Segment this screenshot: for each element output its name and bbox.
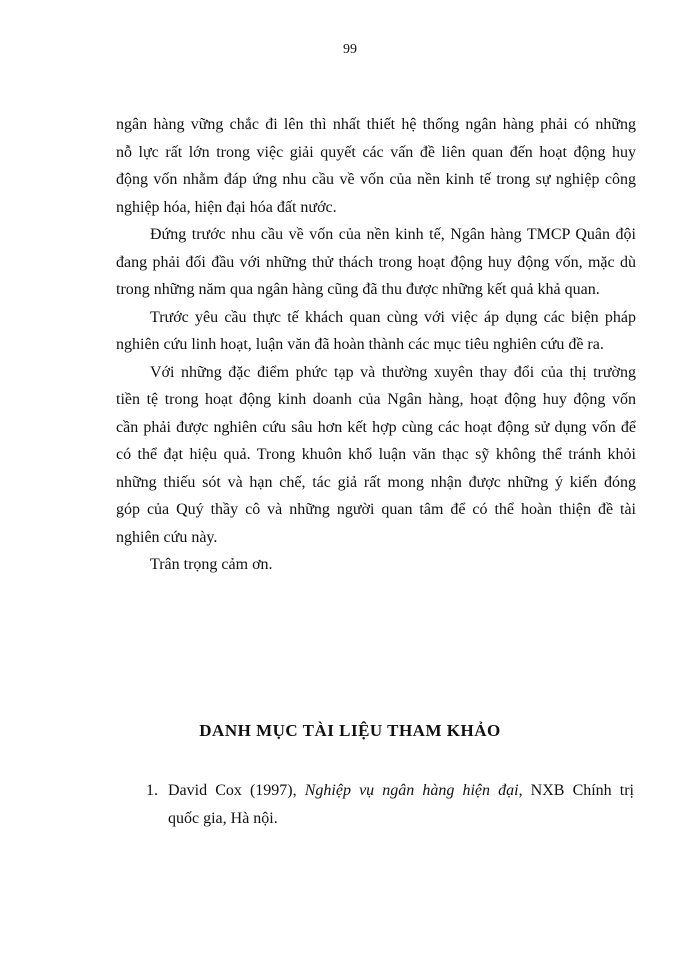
text-line: tiền tệ trong hoạt động kinh doanh của Ngân hàng, hoạt động huy động vốn [116,391,636,408]
text-line: Đứng trước nhu cầu về vốn của nền kinh tế, Ngân hàng TMCP Quân đội [150,226,636,243]
section-title: DANH MỤC TÀI LIỆU THAM KHẢO [199,721,501,740]
paragraph [116,304,636,359]
text-line: nỗ lực rất lớn trong việc giải quyết các vấn đề liên quan đến hoạt động huy [116,143,636,161]
reference-line: quốc gia, Hà nội. [168,810,278,827]
reference-author: David Cox (1997), [168,782,297,799]
text-line: ngân hàng vững chắc đi lên thì nhất thiết hệ thống ngân hàng phải có những [116,116,636,133]
reference-title: Nghiệp vụ ngân hàng hiện đại [304,782,519,799]
text-line: nghiên cứu này. [116,528,218,546]
text-line: Với những đặc điểm phức tạp và thường xuyên thay đổi của thị trường [150,363,636,381]
reference-line [168,777,634,805]
reference-number: 1. [146,782,158,799]
text-line: cần phải được nghiên cứu sâu hơn kết hợp cùng các hoạt động sử dụng vốn để [116,418,636,436]
text-line: nghiên cứu linh hoạt, luận văn đã hoàn thành các mục tiêu nghiên cứu đề ra. [116,336,604,353]
page-number: 99 [343,42,357,57]
text-line: có thể đạt hiệu quả. Trong khuôn khổ luận văn thạc sỹ không thể tránh khỏi [116,446,636,463]
body-text [116,111,636,579]
text-line: nghiệp hóa, hiện đại hóa đất nước. [116,198,337,216]
paragraph [116,551,636,579]
paragraph [116,221,636,304]
text-line: động vốn nhằm đáp ứng nhu cầu về vốn của nền kinh tế trong sự nghiệp công [116,171,636,188]
text-line: góp của Quý thầy cô và những người quan tâm để có thể hoàn thiện đề tài [116,501,636,518]
text-line: Trân trọng cảm ơn. [150,556,273,573]
text-line: đang phải đối đầu với những thử thách trong hoạt động huy động vốn, mặc dù [116,253,636,271]
text-line: trong những năm qua ngân hàng cũng đã thu được những kết quả khả quan. [116,281,600,298]
reference-publisher: , NXB Chính trị [518,782,635,799]
paragraph [116,111,636,221]
text-line: những thiếu sót và hạn chế, tác giả rất mong nhận được những ý kiến đóng [116,473,636,491]
reference-list [146,777,634,833]
reference-item [146,777,634,833]
paragraph [116,359,636,552]
text-line: Trước yêu cầu thực tế khách quan cùng với việc áp dụng các biện pháp [150,308,636,326]
